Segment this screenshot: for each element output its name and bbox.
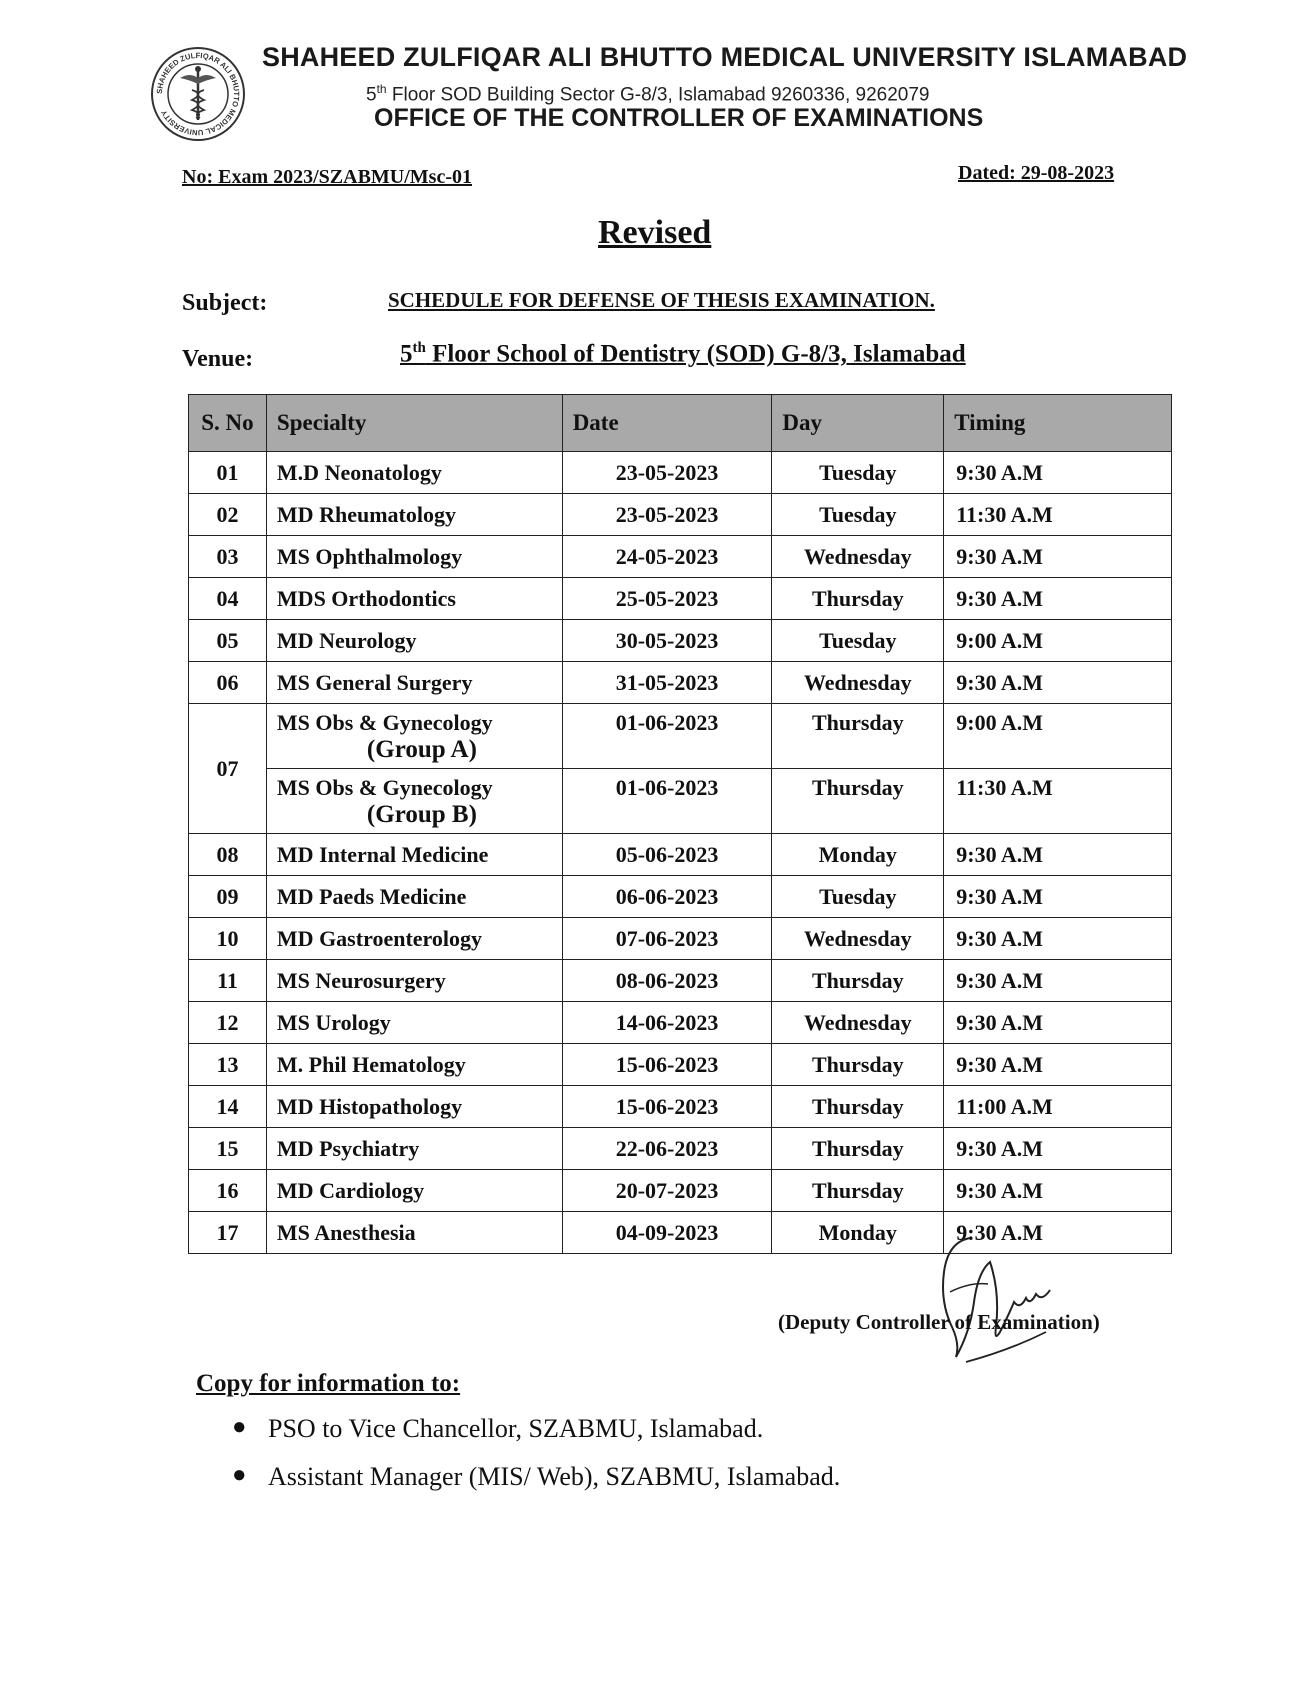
cell-timing: 9:00 A.M [944,704,1172,769]
table-row [189,876,1172,918]
cell-timing: 9:30 A.M [944,918,1172,960]
copy-list [232,1396,840,1492]
table-row [189,769,1172,834]
table-row [189,1002,1172,1044]
cell-timing: 9:30 A.M [944,1128,1172,1170]
cell-day: Thursday [772,960,944,1002]
address-rest: Floor SOD Building Sector G-8/3, Islamabad 9260336, 9262079 [386,84,930,106]
schedule-table [188,394,1172,1254]
cell-specialty: M.D Neonatology [266,452,562,494]
cell-timing: 9:30 A.M [944,578,1172,620]
cell-timing: 9:30 A.M [944,960,1172,1002]
cell-day: Wednesday [772,662,944,704]
cell-date: 14-06-2023 [562,1002,772,1044]
cell-day: Wednesday [772,1002,944,1044]
venue-floor-suffix: th [412,340,426,356]
cell-specialty: MD Psychiatry [266,1128,562,1170]
venue-rest: Floor School of Dentistry (SOD) G-8/3, Islamabad [425,340,966,368]
table-row [189,834,1172,876]
venue-floor-number: 5 [400,340,413,368]
cell-timing: 9:30 A.M [944,662,1172,704]
table-row [189,620,1172,662]
cell-serial-no: 16 [189,1170,267,1212]
cell-specialty: MS Urology [266,1002,562,1044]
letter-date: Dated: 29-08-2023 [958,162,1115,184]
cell-specialty: MDS Orthodontics [266,578,562,620]
header-timing: Timing [944,395,1172,452]
cell-date: 01-06-2023 [562,769,772,834]
office-title: OFFICE OF THE CONTROLLER OF EXAMINATIONS [374,104,984,132]
cell-date: 23-05-2023 [562,452,772,494]
cell-date: 05-06-2023 [562,834,772,876]
cell-serial-no: 05 [189,620,267,662]
venue-label: Venue: [182,346,254,372]
copy-heading: Copy for information to: [196,1370,461,1397]
cell-timing: 9:30 A.M [944,1002,1172,1044]
cell-serial-no: 09 [189,876,267,918]
cell-serial-no: 15 [189,1128,267,1170]
cell-day: Thursday [772,704,944,769]
table-row [189,578,1172,620]
cell-specialty [266,704,562,769]
cell-specialty: MD Rheumatology [266,494,562,536]
cell-timing: 9:30 A.M [944,1044,1172,1086]
cell-serial-no: 04 [189,578,267,620]
cell-timing: 9:30 A.M [944,1170,1172,1212]
cell-specialty: MD Internal Medicine [266,834,562,876]
university-name: SHAHEED ZULFIQAR ALI BHUTTO MEDICAL UNIVERSITY ISLAMABAD [262,42,1188,72]
cell-specialty: MD Gastroenterology [266,918,562,960]
copy-recipient: PSO to Vice Chancellor, SZABMU, Islamabad. [268,1414,764,1443]
specialty-group: (Group A) [366,736,477,763]
cell-date: 30-05-2023 [562,620,772,662]
cell-timing: 11:00 A.M [944,1086,1172,1128]
specialty-name: MS Obs & Gynecology [276,775,493,800]
revised-heading: Revised [598,214,712,251]
table-header-row [189,395,1172,452]
cell-serial-no: 03 [189,536,267,578]
table-row [189,452,1172,494]
cell-serial-no: 13 [189,1044,267,1086]
table-row [189,1170,1172,1212]
cell-date: 31-05-2023 [562,662,772,704]
cell-specialty: MS Neurosurgery [266,960,562,1002]
cell-timing: 9:30 A.M [944,876,1172,918]
cell-specialty: M. Phil Hematology [266,1044,562,1086]
signatory-title: (Deputy Controller of Examination) [778,1310,1100,1334]
cell-day: Thursday [772,578,944,620]
cell-date: 15-06-2023 [562,1044,772,1086]
list-item [232,1462,840,1492]
copy-recipient: Assistant Manager (MIS/ Web), SZABMU, Islamabad. [268,1462,841,1491]
cell-date: 06-06-2023 [562,876,772,918]
handwritten-signature [930,1232,1070,1367]
table-row [189,536,1172,578]
cell-timing: 9:00 A.M [944,620,1172,662]
table-row [189,1044,1172,1086]
list-item [232,1414,840,1444]
cell-serial-no: 11 [189,960,267,1002]
cell-day: Tuesday [772,452,944,494]
cell-serial-no: 06 [189,662,267,704]
cell-serial-no: 08 [189,834,267,876]
cell-serial-no: 12 [189,1002,267,1044]
cell-day: Wednesday [772,536,944,578]
cell-timing: 11:30 A.M [944,769,1172,834]
bullet-icon: ● [232,1462,247,1488]
table-row [189,918,1172,960]
cell-specialty: MD Histopathology [266,1086,562,1128]
cell-day: Thursday [772,769,944,834]
table-row [189,704,1172,769]
cell-day: Tuesday [772,494,944,536]
cell-serial-no: 01 [189,452,267,494]
cell-specialty: MD Cardiology [266,1170,562,1212]
cell-specialty: MS Anesthesia [266,1212,562,1254]
bullet-icon: ● [232,1414,247,1440]
subject-label: Subject: [182,290,268,316]
subject-text: SCHEDULE FOR DEFENSE OF THESIS EXAMINATION. [388,288,935,312]
cell-day: Tuesday [772,876,944,918]
cell-timing: 9:30 A.M [944,536,1172,578]
cell-date: 15-06-2023 [562,1086,772,1128]
cell-timing: 11:30 A.M [944,494,1172,536]
table-row [189,1128,1172,1170]
cell-date: 20-07-2023 [562,1170,772,1212]
cell-date: 01-06-2023 [562,704,772,769]
table-row [189,662,1172,704]
cell-specialty [266,769,562,834]
cell-day: Monday [772,834,944,876]
svg-text:SHAHEED ZULFIQAR ALI BHUTTO ME: SHAHEED ZULFIQAR ALI BHUTTO MEDICAL UNIVERSITY [154,50,242,138]
cell-serial-no: 07 [189,704,267,834]
cell-date: 23-05-2023 [562,494,772,536]
cell-date: 04-09-2023 [562,1212,772,1254]
cell-date: 24-05-2023 [562,536,772,578]
header-date: Date [562,395,772,452]
cell-serial-no: 17 [189,1212,267,1254]
cell-day: Thursday [772,1170,944,1212]
header-day: Day [772,395,944,452]
table-row [189,1086,1172,1128]
cell-day: Wednesday [772,918,944,960]
university-seal-logo [150,46,246,142]
header-serial-no: S. No [189,395,267,452]
reference-number: No: Exam 2023/SZABMU/Msc-01 [182,166,472,188]
cell-specialty: MD Paeds Medicine [266,876,562,918]
cell-date: 25-05-2023 [562,578,772,620]
cell-date: 08-06-2023 [562,960,772,1002]
cell-day: Thursday [772,1044,944,1086]
cell-day: Tuesday [772,620,944,662]
cell-specialty: MD Neurology [266,620,562,662]
header-specialty: Specialty [266,395,562,452]
cell-serial-no: 02 [189,494,267,536]
cell-timing: 9:30 A.M [944,452,1172,494]
cell-day: Monday [772,1212,944,1254]
table-row [189,960,1172,1002]
address-floor-suffix: th [376,82,387,96]
address-floor-number: 5 [366,84,377,106]
cell-timing: 9:30 A.M [944,1212,1172,1254]
cell-date: 07-06-2023 [562,918,772,960]
cell-specialty: MS Ophthalmology [266,536,562,578]
cell-date: 22-06-2023 [562,1128,772,1170]
cell-specialty: MS General Surgery [266,662,562,704]
venue-text [400,340,966,368]
cell-day: Thursday [772,1086,944,1128]
cell-serial-no: 14 [189,1086,267,1128]
specialty-group: (Group B) [366,801,477,828]
university-address [366,82,929,106]
table-row [189,494,1172,536]
cell-timing: 9:30 A.M [944,834,1172,876]
cell-day: Thursday [772,1128,944,1170]
specialty-name: MS Obs & Gynecology [276,710,493,735]
cell-serial-no: 10 [189,918,267,960]
